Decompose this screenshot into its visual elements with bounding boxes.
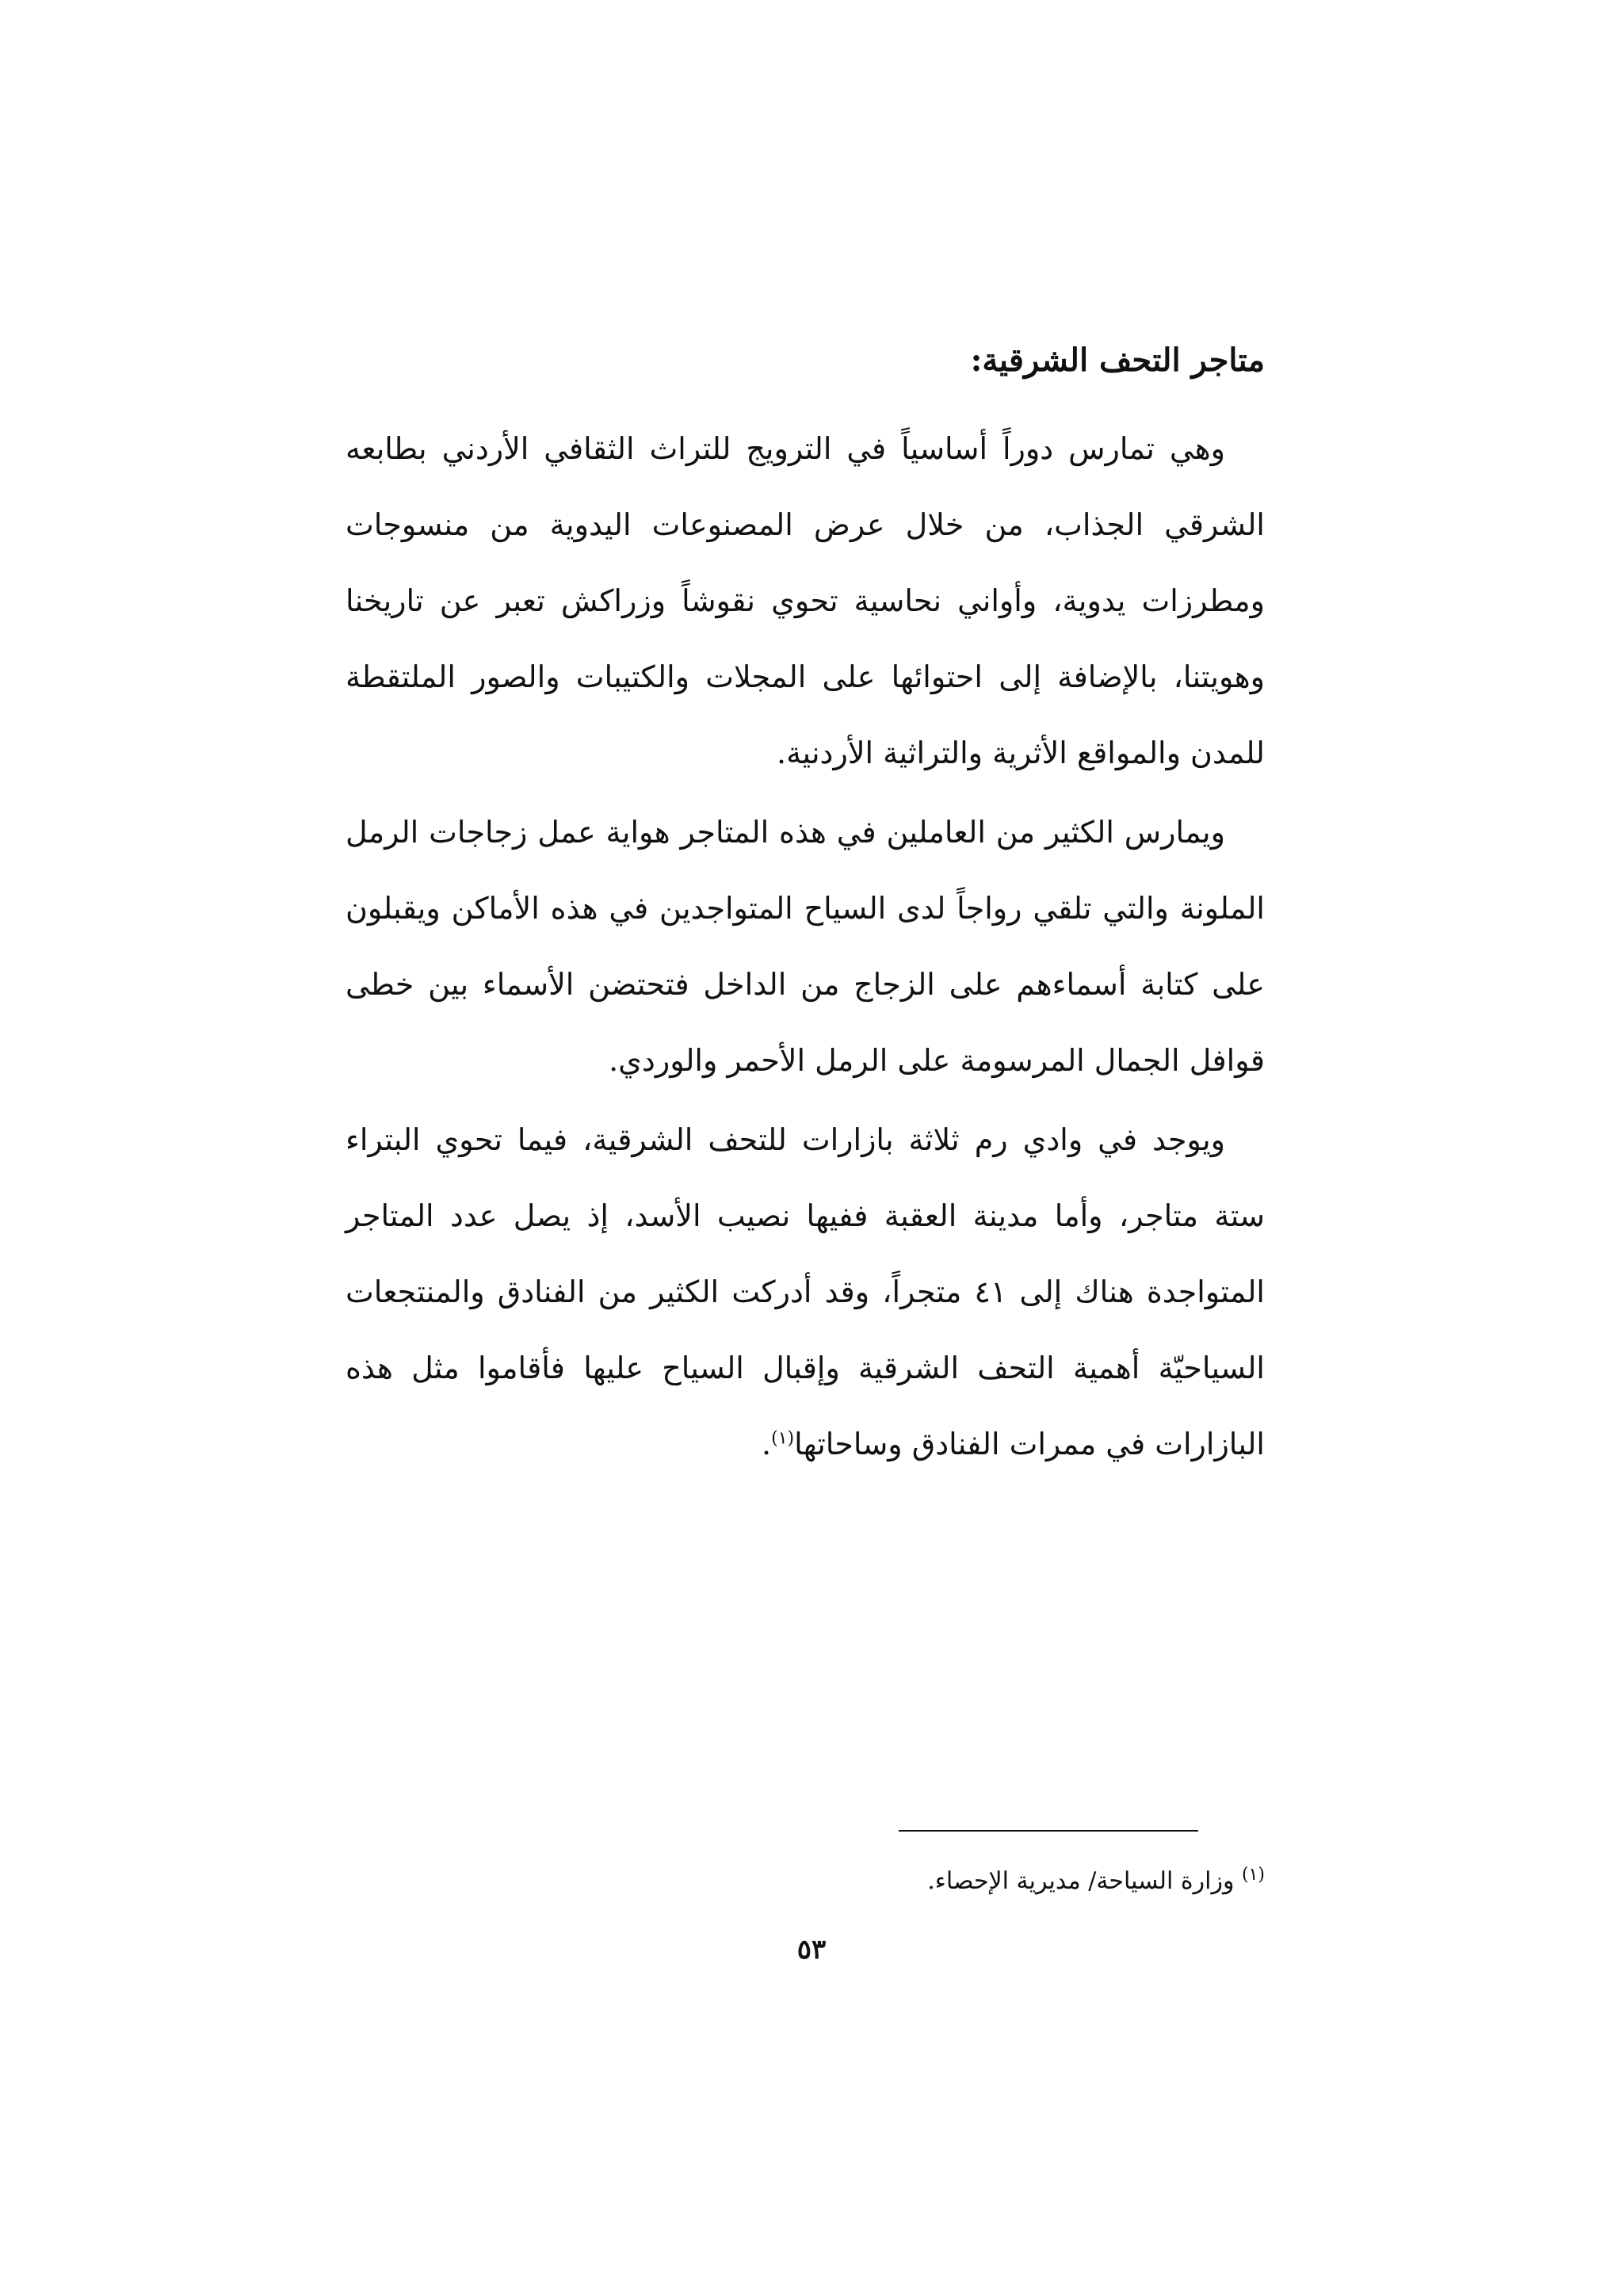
page-number: ٥٣ [796,1934,827,1966]
paragraph-2: ويمارس الكثير من العاملين في هذه المتاجر هواية عمل زجاجات الرمل الملونة والتي تلقي رواجاً لدى السياح المتواجدين في هذه الأماكن ويقبلون على كتابة أسماءهم على الزجاج من الداخل فتحتضن الأسماء بين خطى قوافل الجمال المرسومة على الرمل الأحمر والوردي. [346,815,1265,1078]
section-heading: متاجر التحف الشرقية: [970,342,1265,379]
footnote-text: وزارة السياحة/ مديرية الإحصاء. [927,1867,1235,1895]
paragraph-3-text: ويوجد في وادي رم ثلاثة بازارات للتحف الشرقية، فيما تحوي البتراء ستة متاجر، وأما مدينة العقبة ففيها نصيب الأسد، إذ يصل عدد المتاجر المتواجدة هناك إلى ٤١ متجراً، وقد أدركت الكثير من الفنادق والمنتجعات السياحيّة أهمية التحف الشرقية وإقبال السياح عليها فأقاموا مثل هذه البازارات في ممرات الفنادق وساحاتها [346,1122,1265,1461]
footnote-divider [899,1830,1198,1832]
footnote-reference: (١) [771,1428,795,1449]
footnote [346,1862,1265,1901]
paragraph-1: وهي تمارس دوراً أساسياً في الترويج للتراث الثقافي الأردني بطابعه الشرقي الجذاب، من خلال عرض المصنوعات اليدوية من منسوجات ومطرزات يدوية، وأواني نحاسية تحوي نقوشاً وزراكش تعبر عن تاريخنا وهويتنا، بالإضافة إلى احتوائها على المجلات والكتيبات والصور الملتقطة للمدن والمواقع الأثرية والتراثية الأردنية. [346,431,1265,770]
footnote-marker: (١) [1241,1865,1265,1885]
page-body [346,333,1265,1485]
paragraph-3-end: . [762,1427,772,1461]
paragraph-3 [346,1102,1265,1482]
